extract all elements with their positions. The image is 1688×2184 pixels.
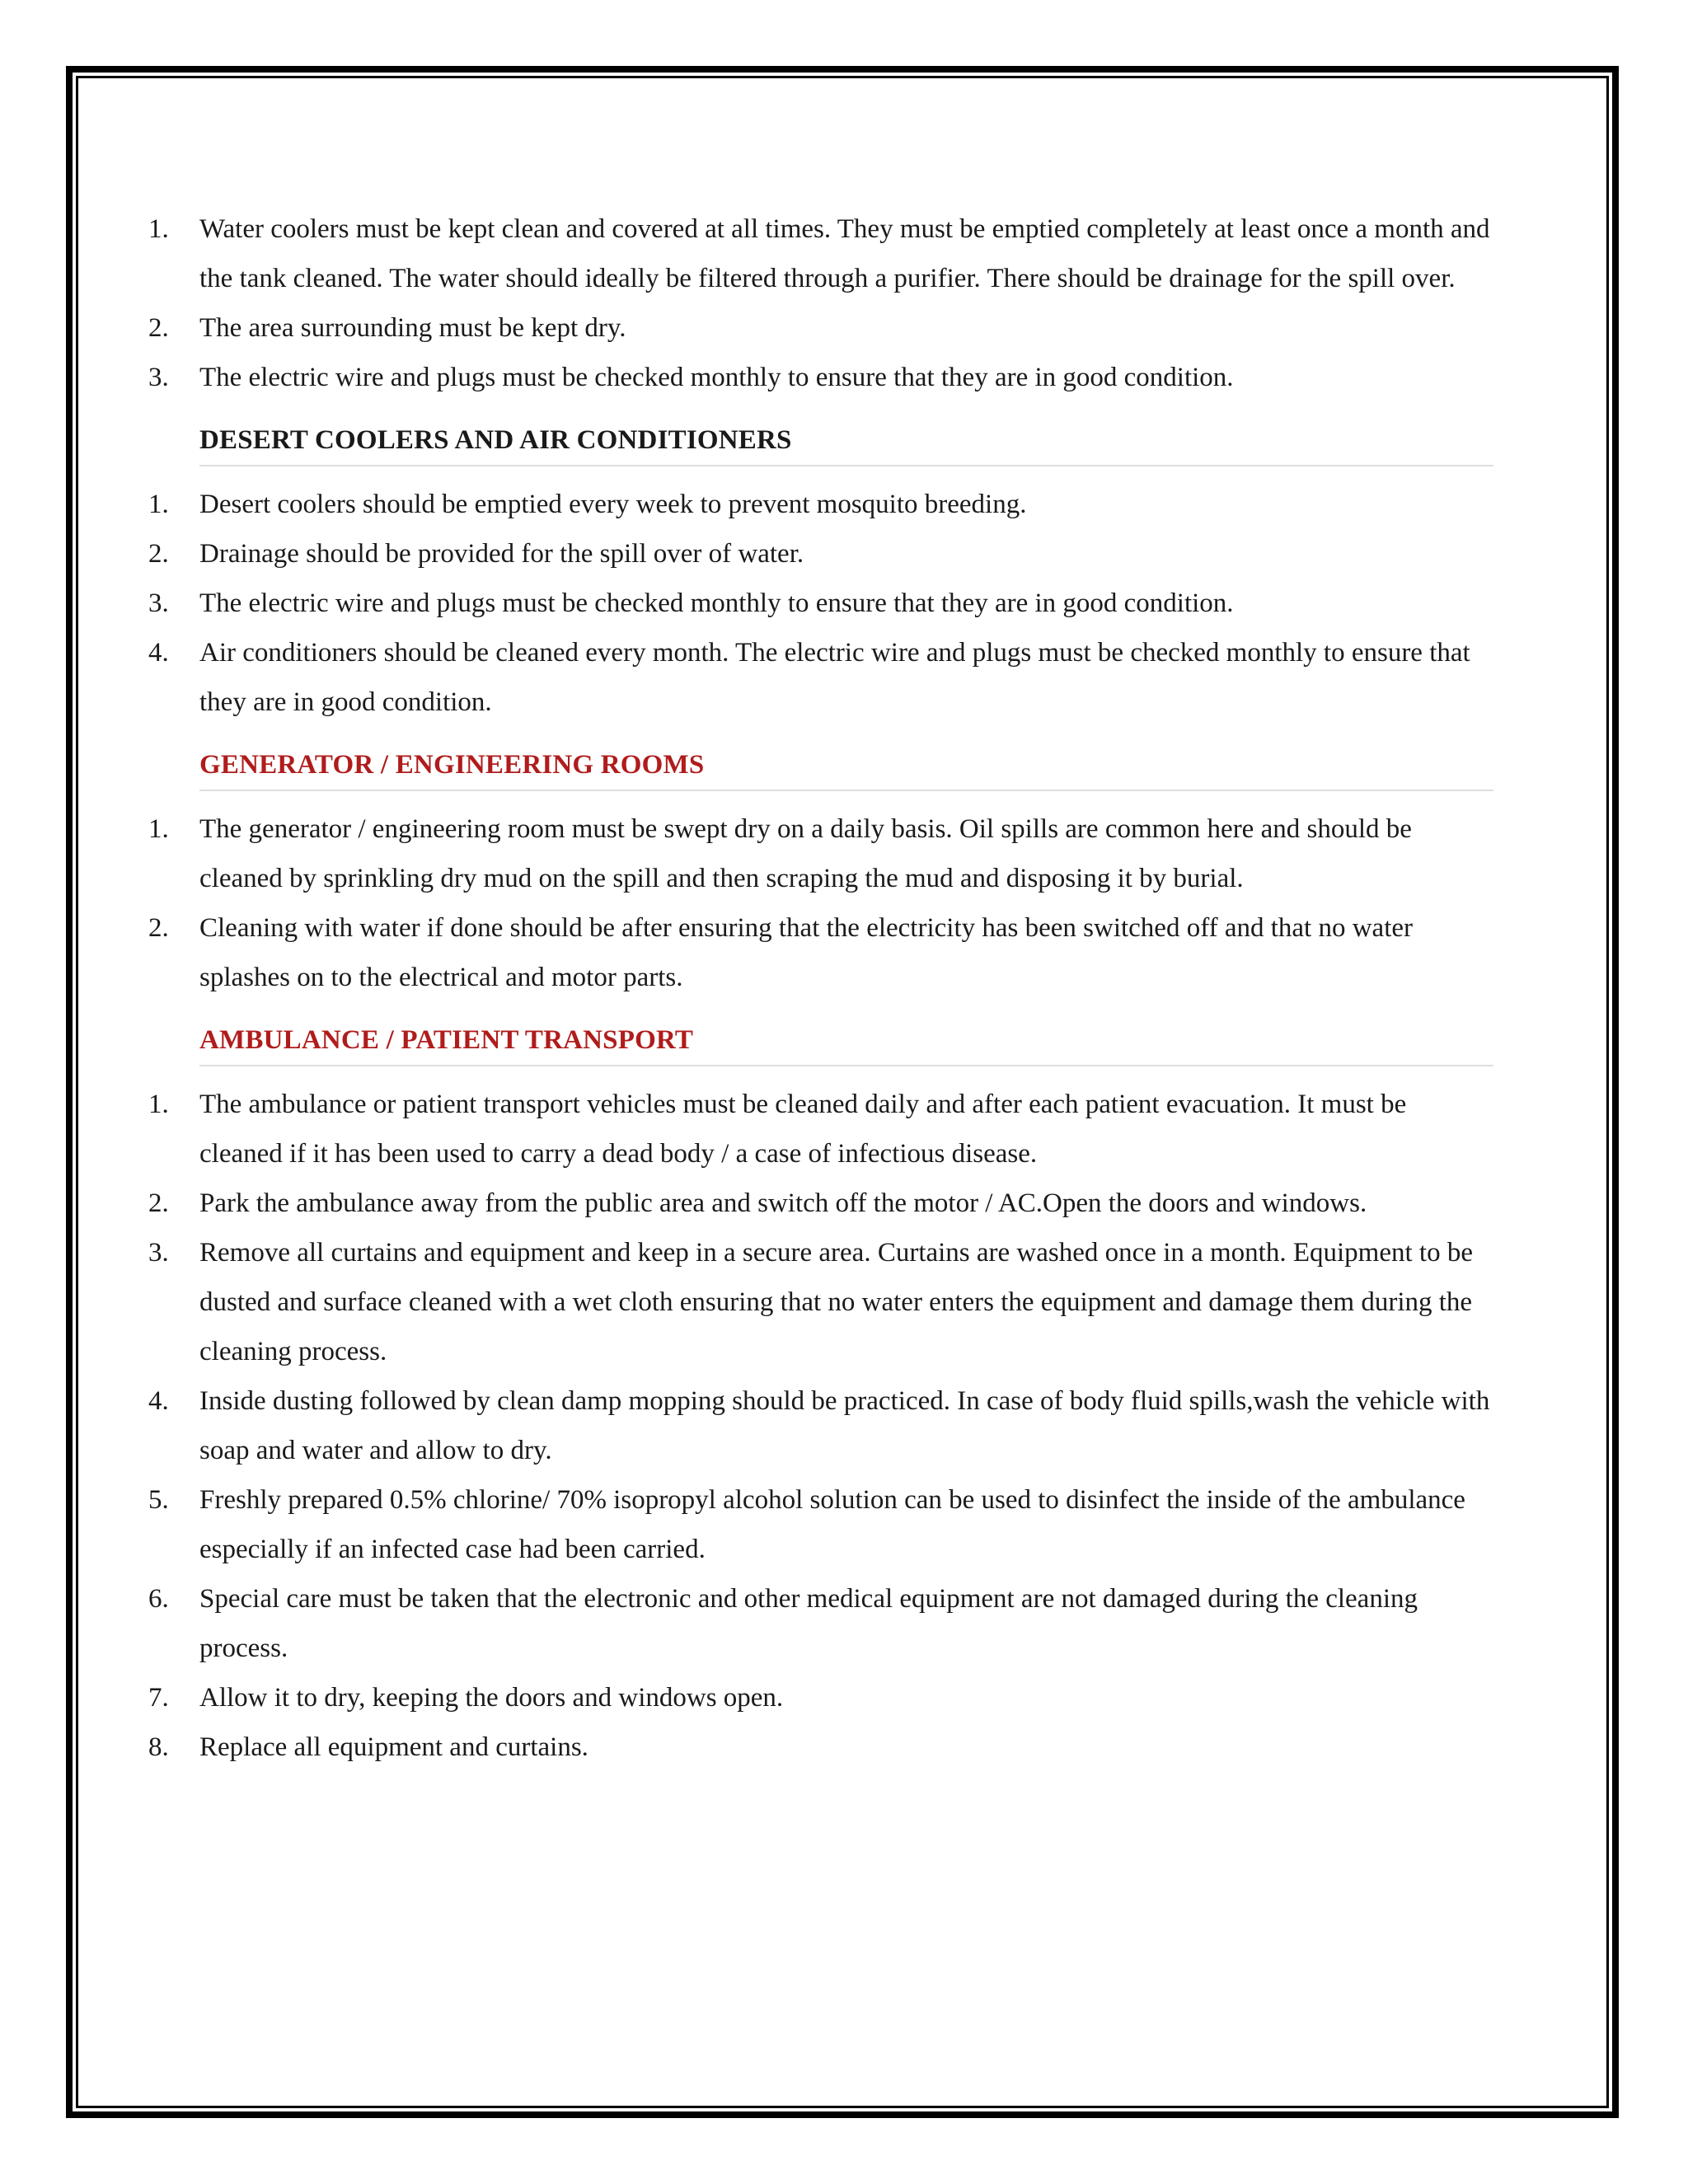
list-item — [148, 579, 1500, 628]
list-text: Inside dusting followed by clean damp mopping should be practiced. In case of body fluid spills,wash the vehicle with soap and water and allow to dry. — [199, 1386, 1490, 1465]
ambulance-list — [148, 1080, 1500, 1772]
list-number: 3. — [148, 588, 169, 618]
list-number: 1. — [148, 214, 169, 244]
list-item — [148, 1722, 1500, 1772]
list-item — [148, 628, 1500, 727]
list-item — [148, 804, 1500, 903]
list-number: 4. — [148, 638, 169, 668]
list-number: 6. — [148, 1584, 169, 1614]
list-item — [148, 1376, 1500, 1475]
list-item — [148, 204, 1500, 303]
list-number: 2. — [148, 539, 169, 569]
list-text: The area surrounding must be kept dry. — [199, 313, 626, 343]
list-number: 3. — [148, 363, 169, 392]
list-text: Replace all equipment and curtains. — [199, 1732, 588, 1762]
list-number: 1. — [148, 1090, 169, 1119]
list-text: The generator / engineering room must be swept dry on a daily basis. Oil spills are common here and should be cleaned by sprinkling dry mud on the spill and then scraping the mud and disposing it by burial. — [199, 814, 1412, 893]
list-item — [148, 303, 1500, 353]
section-heading: DESERT COOLERS AND AIR CONDITIONERS — [199, 424, 1493, 466]
list-text: Special care must be taken that the electronic and other medical equipment are not damaged during the cleaning process. — [199, 1584, 1418, 1663]
section-ambulance — [148, 1024, 1500, 1772]
list-number: 2. — [148, 913, 169, 943]
list-text: The electric wire and plugs must be checked monthly to ensure that they are in good condition. — [199, 588, 1234, 618]
list-text: The electric wire and plugs must be checked monthly to ensure that they are in good condition. — [199, 363, 1234, 392]
list-text: Drainage should be provided for the spill over of water. — [199, 539, 804, 569]
list-item — [148, 1673, 1500, 1722]
list-text: Cleaning with water if done should be after ensuring that the electricity has been switched off and that no water splashes on to the electrical and motor parts. — [199, 913, 1413, 992]
list-number: 2. — [148, 1188, 169, 1218]
list-number: 7. — [148, 1683, 169, 1713]
section-generator-rooms — [148, 748, 1500, 1002]
desert-cooler-list — [148, 480, 1500, 727]
section-heading: AMBULANCE / PATIENT TRANSPORT — [199, 1024, 1493, 1066]
list-number: 8. — [148, 1732, 169, 1762]
list-text: The ambulance or patient transport vehicles must be cleaned daily and after each patient evacuation. It must be cleaned if it has been used to carry a dead body / a case of infectious disease. — [199, 1090, 1407, 1169]
list-item — [148, 1475, 1500, 1574]
list-text: Remove all curtains and equipment and keep in a secure area. Curtains are washed once in a month. Equipment to be dusted and surface cleaned with a wet cloth ensuring that no water enters the equipment and damage them during the cleaning process. — [199, 1238, 1473, 1366]
list-text: Park the ambulance away from the public area and switch off the motor / AC.Open the doors and windows. — [199, 1188, 1367, 1218]
list-item — [148, 903, 1500, 1002]
list-number: 3. — [148, 1238, 169, 1268]
list-number: 1. — [148, 814, 169, 844]
section-desert-coolers — [148, 424, 1500, 727]
document-body — [148, 204, 1500, 1772]
generator-room-list — [148, 804, 1500, 1002]
section-water-coolers — [148, 204, 1500, 402]
list-number: 2. — [148, 313, 169, 343]
list-text: Allow it to dry, keeping the doors and windows open. — [199, 1683, 784, 1713]
list-text: Air conditioners should be cleaned every month. The electric wire and plugs must be checked monthly to ensure that they are in good condition. — [199, 638, 1470, 717]
list-item — [148, 1080, 1500, 1179]
list-text: Water coolers must be kept clean and covered at all times. They must be emptied completely at least once a month and the tank cleaned. The water should ideally be filtered through a purifier. There should be drainage for the spill over. — [199, 214, 1490, 293]
list-item — [148, 1179, 1500, 1228]
list-item — [148, 1228, 1500, 1376]
list-number: 4. — [148, 1386, 169, 1416]
list-text: Freshly prepared 0.5% chlorine/ 70% isopropyl alcohol solution can be used to disinfect the inside of the ambulance especially if an infected case had been carried. — [199, 1485, 1465, 1564]
list-item — [148, 480, 1500, 529]
list-item — [148, 1574, 1500, 1673]
list-item — [148, 529, 1500, 579]
water-cooler-list — [148, 204, 1500, 402]
section-heading: GENERATOR / ENGINEERING ROOMS — [199, 748, 1493, 791]
list-number: 5. — [148, 1485, 169, 1515]
list-number: 1. — [148, 490, 169, 519]
list-item — [148, 353, 1500, 402]
list-text: Desert coolers should be emptied every week to prevent mosquito breeding. — [199, 490, 1027, 519]
